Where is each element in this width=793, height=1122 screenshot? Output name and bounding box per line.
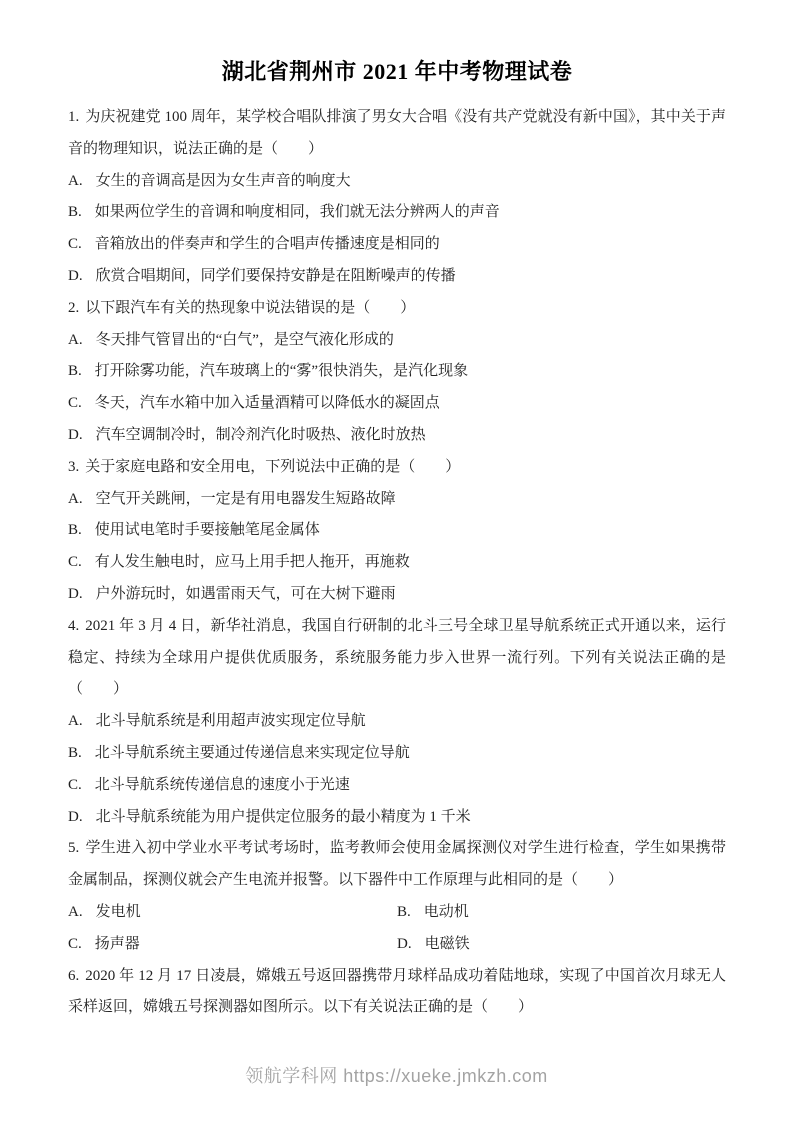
option-text: 空气开关跳闸，一定是有用电器发生短路故障 [95,490,396,507]
option-label: A. [68,903,83,920]
option-text: 电动机 [423,903,469,920]
option-label: A. [68,490,83,507]
option-row [68,484,726,516]
question-stem-text: 为庆祝建党 100 周年，某学校合唱队排演了男女大合唱《没有共产党就没有新中国》，其中关于声音的物理知识，说法正确的是（ ） [68,109,726,157]
option-text: 汽车空调制冷时，制冷剂汽化时吸热、液化时放热 [95,426,426,443]
question-5 [68,833,726,960]
option-text: 户外游玩时，如遇雷雨天气，可在大树下避雨 [95,585,396,602]
option-row [68,166,726,198]
question-stem-text: 关于家庭电路和安全用电，下列说法中正确的是（ ） [85,458,461,475]
question-2 [68,293,726,452]
option-label: A. [68,172,83,189]
option-row [68,197,726,229]
option-label: B. [397,903,411,920]
option-label: D. [68,426,83,443]
question-stem [68,961,726,1025]
exam-body [68,102,726,1024]
option-row [68,261,726,293]
option-label: C. [68,776,82,793]
option-label: D. [68,808,83,825]
option-text: 音箱放出的伴奏声和学生的合唱声传播速度是相同的 [94,236,440,253]
question-stem-text: 以下跟汽车有关的热现象中说法错误的是（ ） [85,299,416,316]
option-row [68,579,726,611]
option-text: 扬声器 [94,935,140,952]
option-text: 使用试电笔时手要接触笔尾金属体 [94,522,320,539]
option-text: 打开除雾功能，汽车玻璃上的“雾”很快消失，是汽化现象 [94,363,469,380]
question-stem-text: 2020 年 12 月 17 日凌晨，嫦娥五号返回器携带月球样品成功着陆地球，实现了中国首次月球无人采样返回，嫦娥五号探测器如图所示。以下有关说法正确的是（ ） [68,967,726,1016]
page-title: 湖北省荆州市 2021 年中考物理试卷 [221,59,573,84]
option-text: 欣赏合唱期间，同学们要保持安静是在阻断噪声的传播 [95,267,456,284]
question-stem [68,102,726,166]
question-4 [68,611,726,834]
option-text: 北斗导航系统传递信息的速度小于光速 [94,776,350,793]
question-3 [68,452,726,611]
question-6 [68,961,726,1025]
question-number: 3. [68,458,80,475]
option-grid [68,897,726,961]
option-row [68,547,726,579]
option-text: 如果两位学生的音调和响度相同，我们就无法分辨两人的声音 [94,204,500,221]
option-row [68,897,397,929]
option-label: B. [68,204,82,221]
option-text: 女生的音调高是因为女生声音的响度大 [95,172,351,189]
option-row [397,897,726,929]
question-stem [68,452,726,484]
option-label: C. [68,554,82,571]
option-label: C. [68,935,82,952]
option-text: 电磁铁 [424,935,470,952]
option-row [68,738,726,770]
question-stem [68,833,726,897]
option-label: B. [68,744,82,761]
option-label: D. [68,267,83,284]
watermark: 领航学科网 https://xueke.jmkzh.com [245,1066,548,1086]
option-text: 有人发生触电时，应马上用手把人拖开，再施救 [94,554,410,571]
option-label: D. [68,585,83,602]
question-number: 5. [68,840,80,857]
question-1 [68,102,726,293]
option-label: A. [68,713,83,730]
option-text: 发电机 [95,903,141,920]
option-row [68,706,726,738]
option-row [68,802,726,834]
option-row [68,229,726,261]
question-stem-text: 2021 年 3 月 4 日，新华社消息，我国自行研制的北斗三号全球卫星导航系统正式开通以来，运行稳定、持续为全球用户提供优质服务，系统服务能力步入世界一流行列。下列有关说法正确的是（ ） [68,617,726,698]
option-row [68,770,726,802]
option-text: 北斗导航系统能为用户提供定位服务的最小精度为 1 千米 [95,808,471,825]
option-label: B. [68,522,82,539]
option-label: C. [68,236,82,253]
option-text: 北斗导航系统主要通过传递信息来实现定位导航 [94,744,410,761]
option-row [397,929,726,961]
option-row [68,356,726,388]
option-row [68,420,726,452]
question-stem [68,611,726,706]
option-text: 冬天排气管冒出的“白气”，是空气液化形成的 [95,331,394,348]
question-stem [68,293,726,325]
question-number: 2. [68,299,80,316]
option-label: C. [68,395,82,412]
option-label: A. [68,331,83,348]
question-number: 6. [68,967,80,984]
option-text: 冬天，汽车水箱中加入适量酒精可以降低水的凝固点 [94,395,440,412]
option-row [68,515,726,547]
question-stem-text: 学生进入初中学业水平考试考场时，监考教师会使用金属探测仪对学生进行检查，学生如果携带金属制品，探测仪就会产生电流并报警。以下器件中工作原理与此相同的是（ ） [68,840,726,889]
option-label: D. [397,935,412,952]
option-row [68,325,726,357]
option-text: 北斗导航系统是利用超声波实现定位导航 [95,713,366,730]
option-row [68,388,726,420]
question-number: 4. [68,617,80,634]
option-row [68,929,397,961]
option-label: B. [68,363,82,380]
question-number: 1. [68,109,80,125]
